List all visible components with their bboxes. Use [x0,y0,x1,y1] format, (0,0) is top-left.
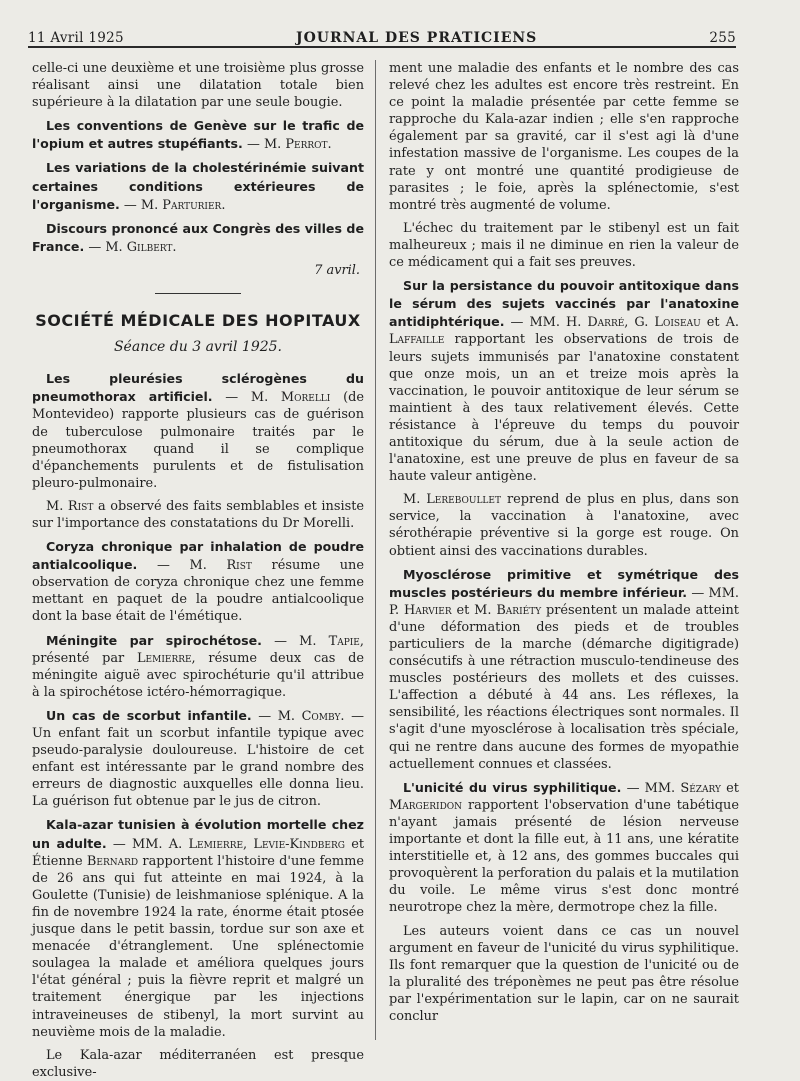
syphilis-mm: MM. [644,780,676,796]
meningite-author-2: Lemierre, [136,650,196,666]
persistance-et: et A. [706,315,739,331]
persistance-mm: MM. H. [529,315,582,331]
syphilis-title: L'unicité du virus syphilitique. [403,779,622,795]
syphilis-entry: L'unicité du virus syphilitique. — MM. Sézary et Margeridon rapportent l'observation d'une tabétique n'ayant jamais présenté de lésion nerveuse importante et dont la fille eut, à 11 ans, une kératite interstitielle et, à 12 ans, des gommes buccales qui provoquèrent la perforation du palais et la mutilation du voile. Le même virus s'est donc montré neurotrope chez la mère, dermotrope chez la fille. [389,779,739,916]
myosclerose-author-2: Bariéty [496,602,542,618]
kala-azar-text: rapportent l'histoire d'une femme de 26 ans qui fut atteinte en mai 1924, à la Goulette (Tunisie) de leishmaniose splénique. A la fin de novembre 1924 la rate, énorme était ptosée jusque dans le petit bassin, tordue sur son axe et menacée d'étranglement. Une splénectomie soulagea la malade et améliora quelques jours l'état général ; puis la fièvre reprit et malgré un traitement énergique par les injections intraveineuses de stibenyl, la mort survint au neuvième mois de la maladie. [32,853,364,1040]
syphilis-author-2: Margeridon [389,797,463,813]
pleuresies-title: Les pleurésies sclérogènes du pneumothorax artificiel. [32,371,364,405]
conventions-author: M. Perrot. [263,137,332,153]
journal-title: JOURNAL DES PRATICIENS [295,30,538,46]
kala-azar-author-3: Bernard [86,853,139,869]
coryza-author: M. Rist [189,558,252,574]
rist-entry [32,498,364,532]
page-header [28,22,736,48]
kala-azar-continuation: ment une maladie des enfants et le nombre des cas relevé chez les adultes est encore très restreint. En ce point la maladie présentée par cette femme se rapproche du Kala-azar indien ; elle s'en rapproche également par sa gravité, car il s'est agi là d'une infestation massive de l'organisme. Les coupes de la rate y ont montré une quantité prodigieuse de parasites ; le foie, après la splénectomie, s'est montré très augmenté de volume. [389,61,739,213]
myosclerose-et: et M. [456,602,492,618]
section-title: SOCIÉTÉ MÉDICALE DES HOPITAUX [35,311,361,331]
conventions-entry: Les conventions de Genève sur le trafic de l'opium et autres stupéfiants. — M. Perrot. [32,118,364,153]
session-date: Séance du 3 avril 1925. [113,339,283,356]
page-number: 255 [709,30,736,46]
syphilis-author-1: Sézary [680,780,721,796]
rist-text: a observé des faits semblables et insiste sur l'importance des constatations du Dr Morelli. [32,498,365,531]
scorbut-title: Un cas de scorbut infantile. [46,707,252,723]
lereboullet-entry [389,491,739,559]
meningite-entry: Méningite par spirochétose. — M. Tapie, présenté par Lemierre, résume deux cas de méningite aiguë avec spirochéturie qu'il attribue à la spirochétose ictéro-hémorragique. [32,632,364,700]
scorbut-author: M. Comby. [277,708,345,724]
meningite-author: M. Tapie, [299,633,364,649]
persistance-author-3: Laffaille [389,332,445,348]
lereboullet-text: reprend de plus en plus, dans son service, la vaccination à l'anatoxine, avec sérothérapie préventive si la gorge est rouge. On obtient ainsi des vaccinations durables. [389,492,739,559]
pleuresies-author: M. Morelli [250,390,331,406]
discours-title: Discours prononcé aux Congrès des villes de France. [32,220,364,254]
column-divider [375,60,376,1040]
syphilis-text: rapportent l'observation d'une tabétique n'ayant jamais présenté de lésion nerveuse importante et dont la fille eut, à 11 ans, une kératite interstitielle et, à 12 ans, des gommes buccales qui provoquèrent la perforation du palais et la mutilation du voile. Le même virus s'est donc montré neurotrope chez la mère, dermotrope chez la fille. [389,797,739,916]
persistance-title: Sur la persistance du pouvoir antitoxique dans le sérum des sujets vaccinés par l'anatoxine antidiphtérique. [389,278,739,330]
conventions-title: Les conventions de Genève sur le trafic de l'opium et autres stupéfiants. [32,118,364,152]
rist-author: M. Rist [46,498,94,514]
section-divider [155,293,241,294]
myosclerose-title: Myosclérose primitive et symétrique des muscles postérieurs du membre inférieur. [389,566,739,600]
auteurs-paragraph: Les auteurs voient dans ce cas un nouvel argument en faveur de l'unicité du virus syphilitique. Ils font remarquer que la question de l'unicité ou de la pluralité des tréponèmes ne peut pas être résolue par l'expérimentation sur le lapin, car on ne saurait conclur [389,923,739,1024]
kala-azar-mm: MM. A. [132,836,183,852]
kala-azar-entry: Kala-azar tunisien à évolution mortelle chez un adulte. — MM. A. Lemierre, Levie-Kindberg et Étienne Bernard rapportent l'histoire d'une femme de 26 ans qui fut atteinte en mai 1924, à la Goulette (Tunisie) de leishmaniose splénique. A la fin de novembre 1924 la rate, énorme était ptosée jusque dans le petit bassin, tordue sur son axe et menacée d'étranglement. Une splénectomie soulagea la malade et améliora quelques jours l'état général ; puis la fièvre reprit et malgré un traitement énergique par les injections intraveineuses de stibenyl, la mort survint au neuvième mois de la maladie. [32,817,365,1040]
intro-paragraph: celle-ci une deuxième et une troisième plus grosse réalisant ainsi une dilatation totale bien supérieure à la dilatation par une seule bougie. [32,61,364,111]
myosclerose-text: présentent un malade atteint d'une déformation des pieds et de troubles particuliers de la marche (démarche digitigrade) consécutifs à une rétraction musculo-tendineuse des muscles postérieurs des mollets et des cuisses. L'affection a débuté à 44 ans. Les réflexes, la sensibilité, les réactions électriques sont normales. Il s'agit d'une myosclérose à localisation très spéciale, qui ne rentre dans aucune des formes de myopathie actuellement connues et classées. [389,602,739,772]
kala-azar-mediterraneen: Le Kala-azar méditerranéen est presque exclusive- [32,1047,364,1080]
left-column [32,60,365,1080]
kala-azar-title: Kala-azar tunisien à évolution mortelle chez un adulte. [32,817,364,851]
pleuresies-text: (de Montevideo) rapporte plusieurs cas de guérison de tuberculose pulmonaire traités par le pneumothorax quand il se complique d'épanchements purulents et de fistulisation pleuro-pulmonaire. [32,390,364,491]
persistance-authors: Darré, G. Loiseau [587,315,701,331]
scorbut-entry: Un cas de scorbut infantile. — M. Comby. — Un enfant fait un scorbut infantile typique avec pseudo-paralysie douloureuse. L'histoire de cet enfant est intéressante par le grand nombre des erreurs de diagnostic auxquelles elle donna lieu. La guérison fut obtenue par le jus de citron. [32,707,364,810]
myosclerose-entry: Myosclérose primitive et symétrique des muscles postérieurs du membre inférieur. — MM. P. Harvier et M. Bariéty présentent un malade atteint d'une déformation des pieds et de troubles particuliers de la marche (démarche digitigrade) consécutifs à une rétraction musculo-tendineuse des muscles postérieurs des mollets et des cuisses. L'affection a débuté à 44 ans. Les réflexes, la sensibilité, les réactions électriques sont normales. Il s'agit d'une myosclérose à localisation très spéciale, qui ne rentre dans aucune des formes de myopathie actuellement connues et classées. [389,566,739,772]
meningite-text-a: présenté par [32,650,125,666]
pleuresies-entry: Les pleurésies sclérogènes du pneumothorax artificiel. — M. Morelli (de Montevideo) rapporte plusieurs cas de guérison de tuberculose pulmonaire traités par le pneumothorax quand il se complique d'épanchements purulents et de fistulisation pleuro-pulmonaire. [32,371,364,491]
kala-azar-et: et Étienne [32,836,365,869]
kala-azar-authors: Lemierre, Levie-Kindberg [188,836,345,852]
myosclerose-author-1: Harvier [404,602,452,618]
stibenyl-paragraph: L'échec du traitement par le stibenyl est un fait malheureux ; mais il ne diminue en rien la valeur de ce médicament qui a fait ses preuves. [389,220,739,271]
scorbut-text: Un enfant fait un scorbut infantile typique avec pseudo-paralysie douloureuse. L'histoire de cet enfant est intéressante par le grand nombre des erreurs de diagnostic auxquelles elle donna lieu. La guérison fut obtenue par le jus de citron. [32,726,364,810]
lereboullet-author: M. Lereboullet [403,492,501,508]
coryza-entry: Coryza chronique par inhalation de poudre antialcoolique. — M. Rist résume une observation de coryza chronique chez une femme mettant en paquet de la poudre antialcoolique dont la base était de l'émétique. [32,539,364,625]
coryza-text: résume une observation de coryza chronique chez une femme mettant en paquet de la poudre antialcoolique dont la base était de l'émétique. [32,558,364,625]
cholesterinemie-entry: Les variations de la cholestérinémie suivant certaines conditions extérieures de l'organisme. — M. Parturier. [32,160,364,213]
cholesterinemie-title: Les variations de la cholestérinémie suivant certaines conditions extérieures de l'organisme. [32,160,364,212]
meningite-title: Méningite par spirochétose. [46,632,262,648]
syphilis-et: et [726,780,739,796]
meningite-text-b: résume deux cas de méningite aiguë avec spirochéturie qu'il attribue à la spirochétose ictéro-hémorragique. [32,650,364,700]
myosclerose-mm: MM. P. [389,585,739,618]
persistance-text: rapportant les observations de trois de leurs sujets immunisés par l'anatoxine constatent que onze mois, un an et treize mois après la vaccination, le pouvoir antitoxique de leur sérum se maintient à des taux relativement élevés. Cette résistance à l'épreuve du temps du pouvoir antitoxique du sérum, due à la seule action de l'anatoxine, est une preuve de plus en faveur de sa haute valeur antigène. [389,332,739,485]
date-note: 7 avril. [314,262,360,278]
cholesterinemie-author: M. Parturier. [140,197,226,213]
persistance-entry: Sur la persistance du pouvoir antitoxique dans le sérum des sujets vaccinés par l'anatoxine antidiphtérique. — MM. H. Darré, G. Loiseau et A. Laffaille rapportant les observations de trois de leurs sujets immunisés par l'anatoxine constatent que onze mois, un an et treize mois après la vaccination, le pouvoir antitoxique de leur sérum se maintient à des taux relativement élevés. Cette résistance à l'épreuve du temps du pouvoir antitoxique du sérum, due à la seule action de l'anatoxine, est une preuve de plus en faveur de sa haute valeur antigène. [389,278,739,485]
right-column [389,60,739,1045]
header-date: 11 Avril 1925 [28,30,124,46]
discours-entry: Discours prononcé aux Congrès des villes de France. — M. Gilbert. [32,220,364,255]
discours-author: M. Gilbert. [105,239,177,255]
coryza-title: Coryza chronique par inhalation de poudre antialcoolique. [32,539,364,573]
